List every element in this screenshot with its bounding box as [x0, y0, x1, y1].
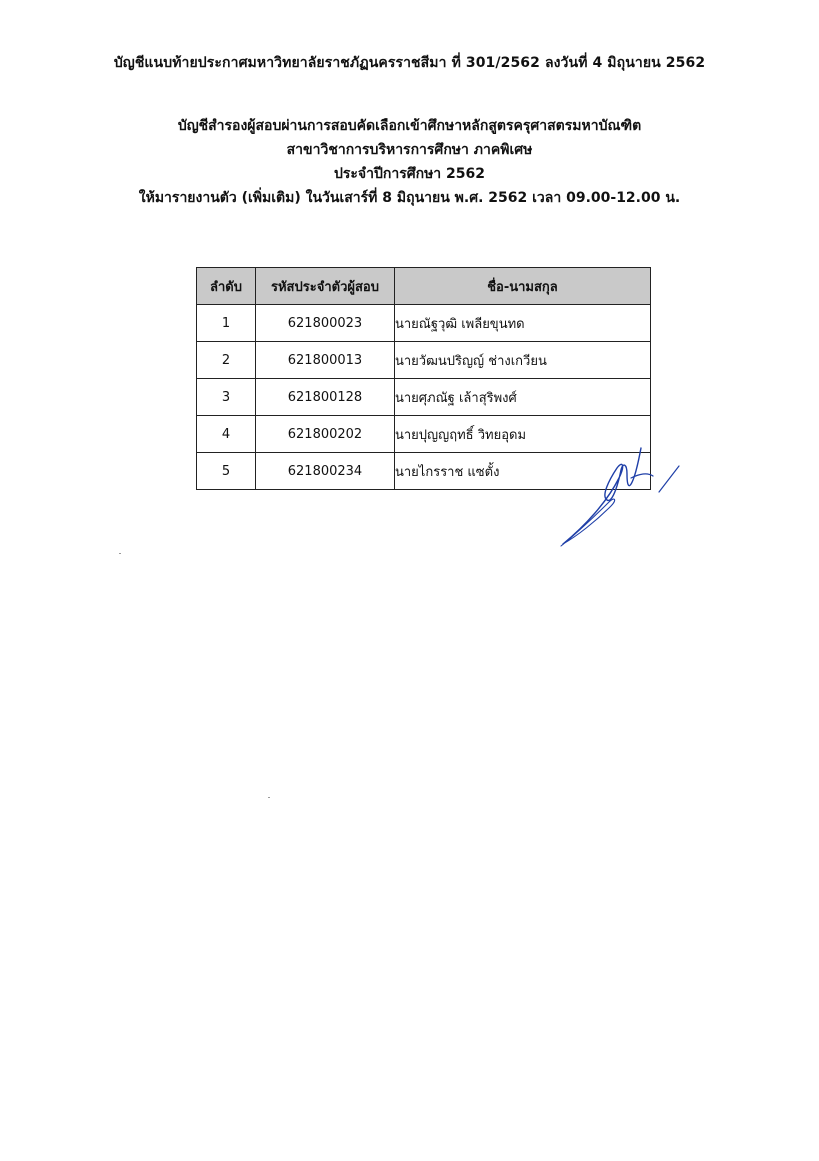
cell-name: นายไกรราช แซตั้ง [395, 453, 651, 490]
cell-exam-id: 621800023 [256, 305, 395, 342]
cell-order: 1 [197, 305, 256, 342]
cell-exam-id: 621800128 [256, 379, 395, 416]
column-header-exam-id: รหัสประจำตัวผู้สอบ [256, 268, 395, 305]
cell-name: นายศุภณัฐ เล้าสุริพงศ์ [395, 379, 651, 416]
table-row [197, 305, 651, 342]
signature-stroke-slash [659, 466, 679, 492]
heading-line-program: บัญชีสำรองผู้สอบผ่านการสอบคัดเลือกเข้าศึกษาหลักสูตรครุศาสตรมหาบัณฑิต [177, 118, 642, 134]
announcement-title: บัญชีแนบท้ายประกาศมหาวิทยาลัยราชภัฏนครราชสีมา ที่ 301/2562 ลงวันที่ 4 มิถุนายน 2562 [113, 55, 706, 71]
table-row [197, 379, 651, 416]
heading-line-year: ประจำปีการศึกษา 2562 [333, 166, 486, 182]
signature-stroke-main [563, 448, 641, 544]
scan-speck [119, 553, 121, 554]
cell-name: นายวัฒนปริญญ์ ช่างเกวียน [395, 342, 651, 379]
cell-order: 3 [197, 379, 256, 416]
cell-order: 5 [197, 453, 256, 490]
cell-exam-id: 621800013 [256, 342, 395, 379]
cell-exam-id: 621800202 [256, 416, 395, 453]
cell-name: นายปุญญฤทธิ์ วิทยอุดม [395, 416, 651, 453]
heading-line-report-date: ให้มารายงานตัว (เพิ่มเติม) ในวันเสาร์ที่ 8 มิถุนายน พ.ศ. 2562 เวลา 09.00-12.00 น. [138, 190, 681, 206]
scan-speck [268, 797, 270, 798]
heading-line-major: สาขาวิชาการบริหารการศึกษา ภาคพิเศษ [286, 142, 533, 158]
cell-order: 2 [197, 342, 256, 379]
table-row [197, 342, 651, 379]
cell-exam-id: 621800234 [256, 453, 395, 490]
handwritten-signature [555, 440, 685, 550]
signature-stroke-loop [561, 499, 615, 546]
column-header-name: ชื่อ-นามสกุล [395, 268, 651, 305]
list-heading [0, 114, 819, 210]
cell-name: นายณัฐวุฒิ เพลียขุนทด [395, 305, 651, 342]
table-header-row [197, 268, 651, 305]
column-header-order: ลำดับ [197, 268, 256, 305]
cell-order: 4 [197, 416, 256, 453]
